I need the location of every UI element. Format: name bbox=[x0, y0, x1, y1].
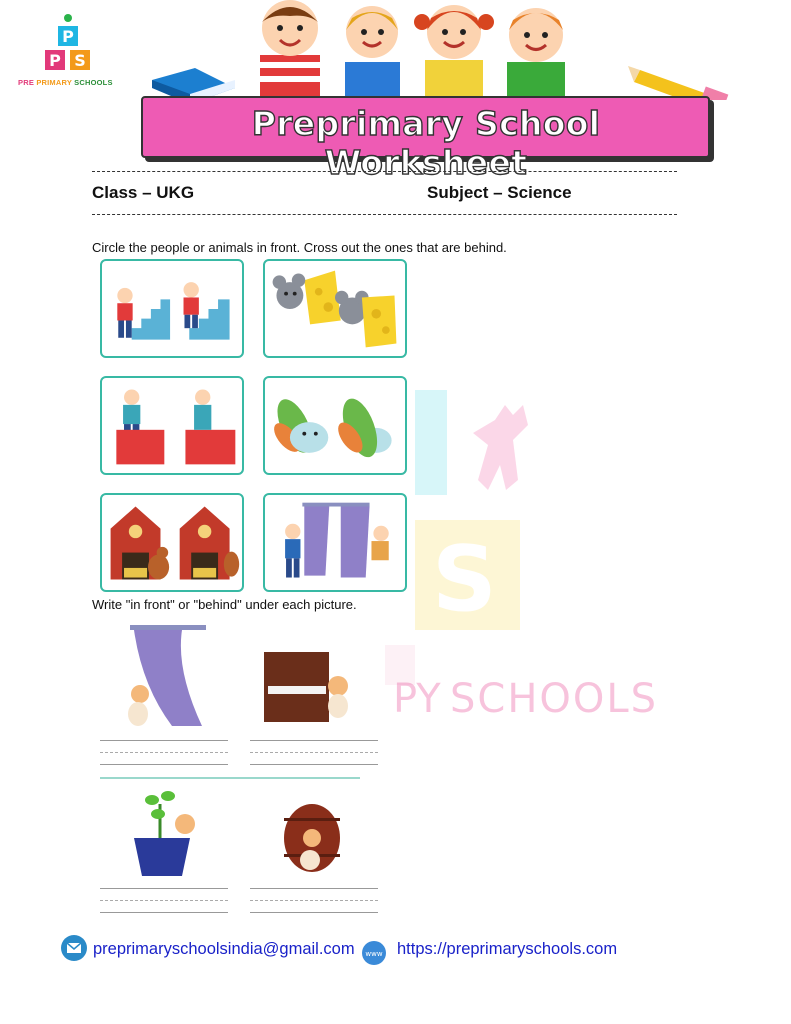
kid-4 bbox=[507, 8, 565, 100]
globe-icon-text: www bbox=[365, 950, 383, 958]
picture-cat-barrel bbox=[282, 802, 342, 874]
header-divider-bottom bbox=[92, 214, 677, 215]
class-label: Class – UKG bbox=[92, 183, 195, 202]
kid-2 bbox=[345, 6, 400, 100]
logo-brand-pre: PRE bbox=[18, 78, 37, 87]
boy-and-curtain-image bbox=[265, 495, 405, 590]
picture-card-boy-curtain[interactable] bbox=[263, 493, 407, 592]
hen-and-barn-image bbox=[102, 495, 242, 590]
kids-illustration bbox=[150, 0, 730, 100]
header-divider-top bbox=[92, 171, 677, 172]
mouse-and-cheese-image bbox=[265, 261, 405, 356]
picture-cat-piano bbox=[262, 650, 357, 725]
cat-and-barrel-image bbox=[282, 802, 342, 874]
section2-instruction: Write "in front" or "behind" under each picture. bbox=[92, 597, 357, 612]
section2-divider bbox=[100, 777, 360, 779]
email-icon bbox=[61, 935, 87, 961]
picture-cat-curtain bbox=[110, 622, 210, 730]
banner-illustration bbox=[150, 0, 730, 100]
logo-letter-p1: P bbox=[62, 27, 74, 46]
picture-cat-plant-pot bbox=[130, 784, 205, 879]
kid-1 bbox=[260, 0, 320, 100]
dinosaur-and-leaf-image bbox=[265, 378, 405, 473]
logo-brand-schools: SCHOOLS bbox=[74, 78, 113, 87]
section1-instruction: Circle the people or animals in front. Cross out the ones that are behind. bbox=[92, 240, 507, 255]
svg-text:S: S bbox=[432, 527, 497, 632]
picture-card-boy-stairs[interactable] bbox=[100, 259, 244, 358]
pencil-icon bbox=[628, 66, 728, 100]
picture-card-mouse-cheese[interactable] bbox=[263, 259, 407, 358]
cat-and-plant-pot-image bbox=[130, 784, 205, 879]
picture-card-hen-barn[interactable] bbox=[100, 493, 244, 592]
logo-letter-s: S bbox=[74, 51, 86, 70]
watermark-partial: PY bbox=[393, 676, 441, 722]
logo-letter-p2: P bbox=[49, 51, 61, 70]
picture-card-boy-box[interactable] bbox=[100, 376, 244, 475]
boy-and-box-image bbox=[102, 378, 242, 473]
logo bbox=[40, 12, 100, 74]
cat-and-curtain-image bbox=[110, 622, 210, 730]
subject-label: Subject – Science bbox=[427, 183, 572, 202]
logo-graphic bbox=[40, 12, 100, 74]
picture-card-dinosaur-leaf[interactable] bbox=[263, 376, 407, 475]
footer-email-link[interactable]: preprimaryschoolsindia@gmail.com bbox=[93, 940, 355, 958]
globe-icon bbox=[361, 940, 387, 966]
banner-title: Preprimary School Worksheet bbox=[251, 104, 601, 182]
logo-brand bbox=[18, 78, 113, 87]
footer-website-link[interactable]: https://preprimaryschools.com bbox=[397, 940, 618, 958]
cat-and-piano-image bbox=[262, 650, 357, 725]
logo-brand-primary: PRIMARY bbox=[36, 78, 75, 87]
boy-and-stairs-image bbox=[102, 261, 242, 356]
watermark-text: SCHOOLS bbox=[450, 676, 659, 722]
kid-3 bbox=[414, 5, 494, 100]
